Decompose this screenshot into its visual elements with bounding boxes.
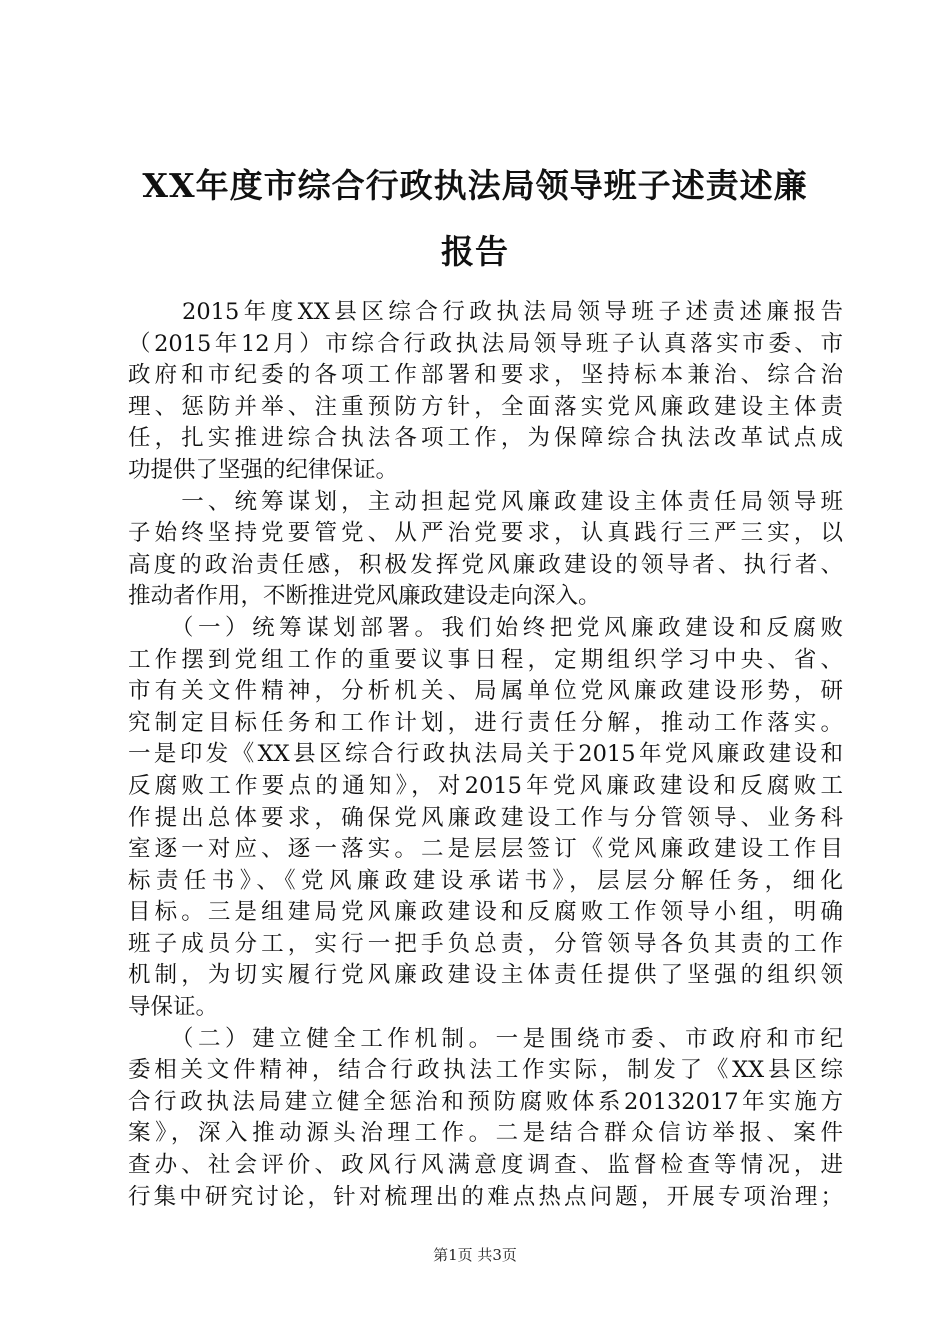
body-line: 推动者作用，不断推进党风廉政建设走向深入。	[128, 583, 601, 610]
body-line: 标责任书》、《党风廉政建设承诺书》，层层分解任务，细化	[128, 867, 843, 894]
body-line: （一）统筹谋划部署。我们始终把党风廉政建设和反腐败	[128, 614, 843, 641]
body-line: 2015年度XX县区综合行政执法局领导班子述责述廉报告	[128, 299, 843, 325]
body-line: （二）建立健全工作机制。一是围绕市委、市政府和市纪	[128, 1025, 843, 1052]
body-line: 导保证。	[128, 994, 219, 1021]
body-line: 室逐一对应、逐一落实。二是层层签订《党风廉政建设工作目	[128, 836, 843, 863]
body-line: 机制，为切实履行党风廉政建设主体责任提供了坚强的组织领	[128, 962, 843, 989]
body-line: 子始终坚持党要管党、从严治党要求，认真践行三严三实，以	[128, 520, 843, 547]
body-line: 案》，深入推动源头治理工作。二是结合群众信访举报、案件	[128, 1120, 843, 1147]
body-line: 工作摆到党组工作的重要议事日程，定期组织学习中央、省、	[128, 646, 843, 673]
body-line: 目标。三是组建局党风廉政建设和反腐败工作领导小组，明确	[128, 899, 843, 926]
body-line: 委相关文件精神，结合行政执法工作实际，制发了《XX县区综	[128, 1057, 843, 1084]
document-title-line-1: XX年度市综合行政执法局领导班子述责述廉	[142, 166, 808, 205]
body-line: 班子成员分工，实行一把手负总责，分管领导各负其责的工作	[128, 930, 843, 957]
body-line: 任，扎实推进综合执法各项工作，为保障综合执法改革试点成	[128, 425, 843, 452]
page-footer: 第1页 共3页	[433, 1246, 517, 1264]
body-line: 究制定目标任务和工作计划，进行责任分解，推动工作落实。	[128, 709, 843, 736]
body-line: 政府和市纪委的各项工作部署和要求，坚持标本兼治、综合治	[128, 362, 843, 389]
body-line: 反腐败工作要点的通知》，对2015年党风廉政建设和反腐败工	[128, 772, 843, 799]
body-line: 一是印发《XX县区综合行政执法局关于2015年党风廉政建设和	[128, 741, 843, 768]
body-line: 合行政执法局建立健全惩治和预防腐败体系20132017年实施方	[128, 1088, 843, 1115]
body-line: 查办、社会评价、政风行风满意度调查、监督检查等情况，进	[128, 1152, 843, 1179]
body-line: 一、统筹谋划，主动担起党风廉政建设主体责任局领导班	[128, 488, 843, 515]
body-line: 高度的政治责任感，积极发挥党风廉政建设的领导者、执行者、	[128, 551, 843, 578]
body-line: 理、惩防并举、注重预防方针，全面落实党风廉政建设主体责	[128, 393, 843, 420]
body-line: 作提出总体要求，确保党风廉政建设工作与分管领导、业务科	[128, 804, 843, 831]
body-line: 市有关文件精神，分析机关、局属单位党风廉政建设形势，研	[128, 678, 843, 705]
body-line: （2015年12月）市综合行政执法局领导班子认真落实市委、市	[128, 330, 843, 357]
document-body	[128, 297, 843, 1213]
body-line: 行集中研究讨论，针对梳理出的难点热点问题，开展专项治理；	[128, 1183, 843, 1210]
body-line: 功提供了坚强的纪律保证。	[128, 456, 399, 483]
document-title-line-2: 报告	[441, 232, 509, 271]
